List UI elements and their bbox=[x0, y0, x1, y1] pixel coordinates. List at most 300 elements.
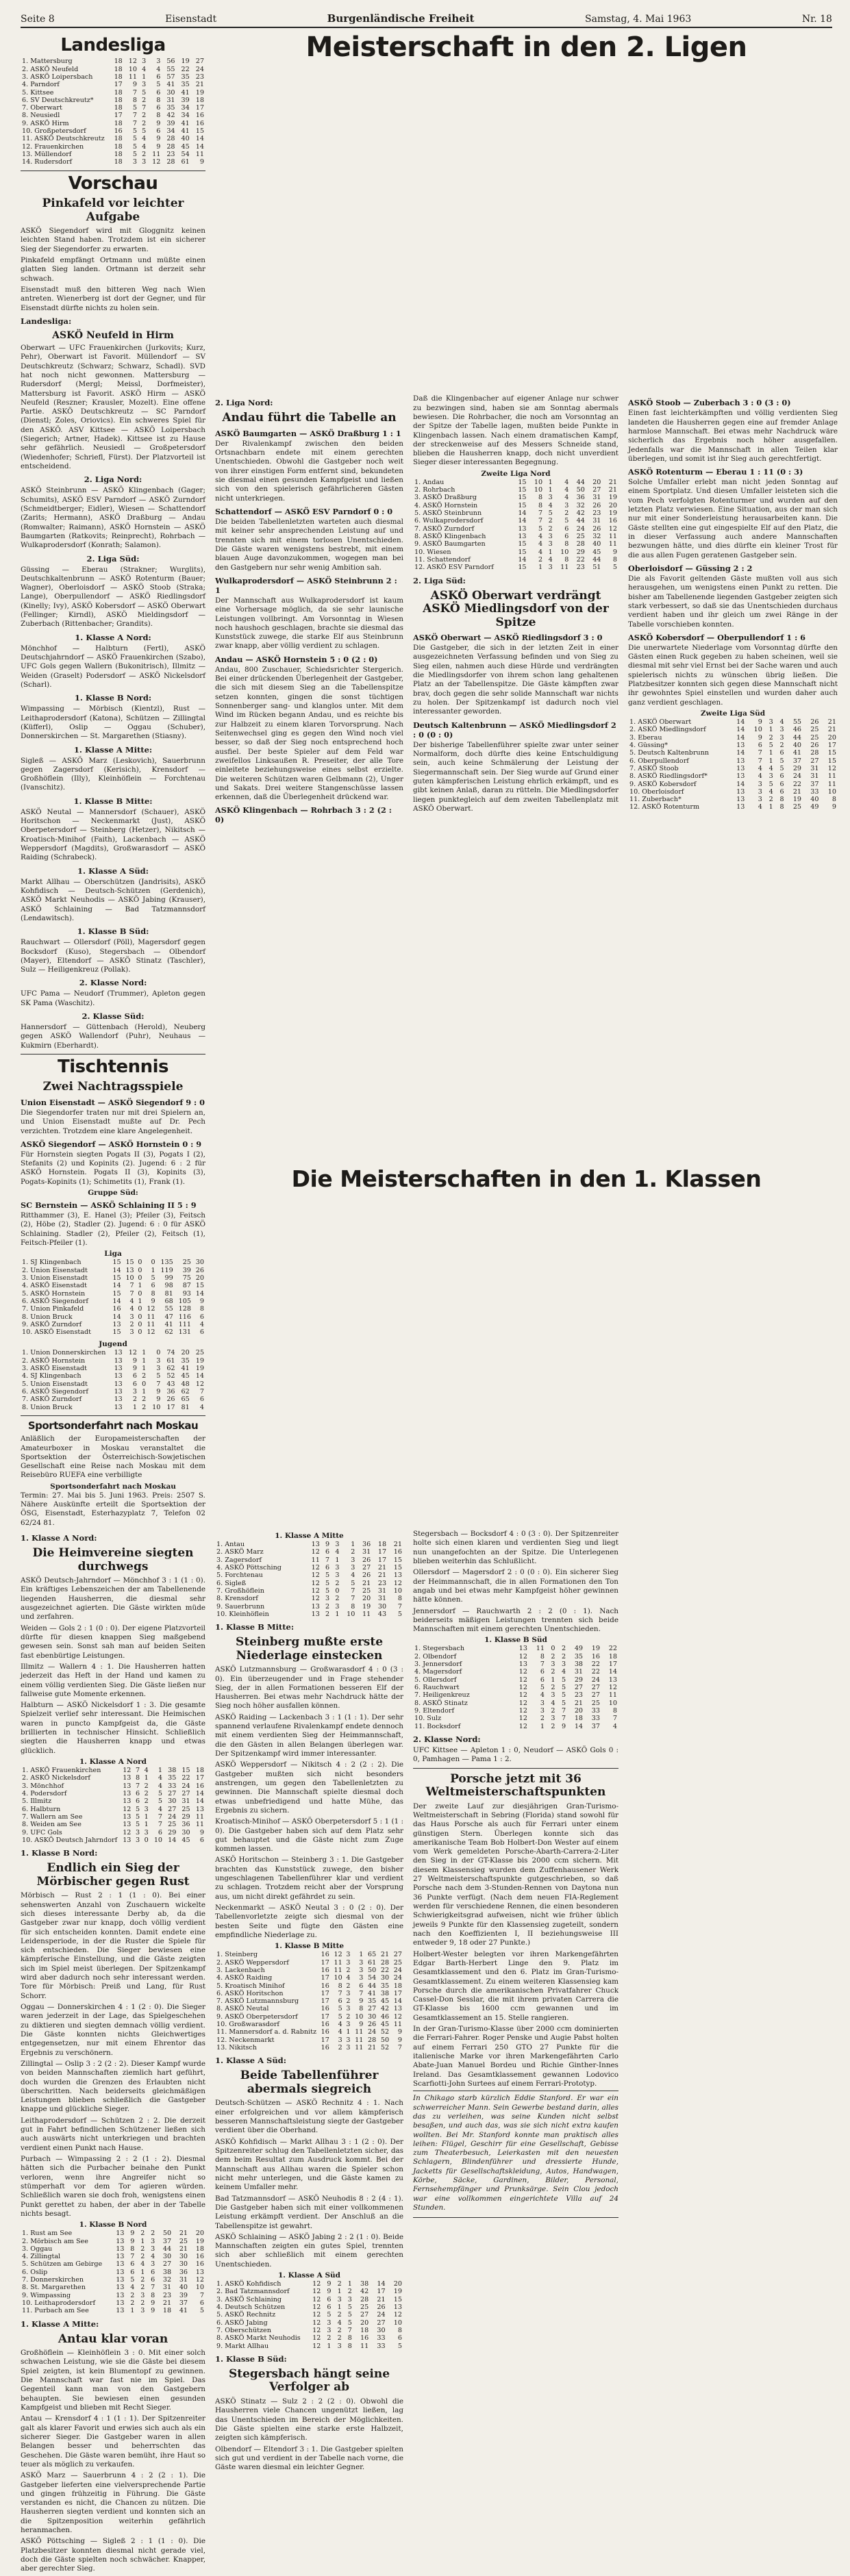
page-number: Seite 8 bbox=[21, 14, 55, 25]
stat-cell: 7 bbox=[132, 88, 137, 97]
stat-cell: 3 bbox=[327, 2319, 332, 2327]
stat-cell: 13 bbox=[114, 1380, 123, 1388]
fixture-label: 1. Klasse B Süd: bbox=[77, 926, 149, 937]
stat-cell: 2 bbox=[346, 1982, 351, 1990]
stat-cell: 20 bbox=[195, 1274, 204, 1282]
stat-cell: 14 bbox=[608, 1668, 617, 1676]
section-label: 1. Klasse B Nord: bbox=[21, 1848, 98, 1858]
stat-cell: 18 bbox=[114, 88, 123, 97]
stat-cell: 3 bbox=[144, 1828, 149, 1836]
team-name: 2. ASKÖ Hornstein bbox=[22, 1356, 86, 1365]
team-name: 6. Sigleß bbox=[216, 1579, 247, 1587]
stat-cell: 27 bbox=[393, 1951, 402, 1959]
stat-cell: 44 bbox=[162, 2245, 172, 2253]
stat-cell: 1 bbox=[551, 1676, 555, 1684]
team-name: 6. Oberpullendorf bbox=[629, 757, 689, 765]
team-name: 8. Union Bruck bbox=[22, 1313, 73, 1321]
stat-cell: 22 bbox=[608, 1645, 617, 1653]
stat-cell: 16 bbox=[360, 2334, 369, 2343]
stat-cell: 5 bbox=[156, 81, 161, 89]
stat-cell: 40 bbox=[810, 796, 819, 804]
team-name: 9. UFC Gols bbox=[22, 1828, 62, 1836]
fixture-label: 2. Liga Süd: bbox=[86, 553, 140, 564]
stat-cell: 3 bbox=[347, 2295, 352, 2303]
article-headline: Antau klar voran bbox=[58, 2332, 168, 2346]
table-row bbox=[413, 517, 618, 525]
stat-cell: 13 bbox=[116, 2237, 125, 2245]
stat-cell: 11 bbox=[147, 1320, 155, 1328]
stat-cell: 3 bbox=[551, 1715, 555, 1723]
stat-cell: 75 bbox=[182, 1274, 191, 1282]
stat-cell: 6 bbox=[130, 2268, 135, 2276]
stat-cell: 0 bbox=[138, 1305, 142, 1313]
stat-cell: 5 bbox=[325, 1571, 330, 1580]
team-name: 4. ASKÖ Pöttsching bbox=[216, 1563, 282, 1571]
stat-cell: 30 bbox=[195, 1259, 204, 1267]
stat-cell: 14 bbox=[518, 555, 527, 564]
stat-cell: 9 bbox=[758, 733, 762, 742]
table-row bbox=[21, 2307, 205, 2314]
team-name: 1. Rust am See bbox=[22, 2230, 73, 2238]
table-row bbox=[628, 772, 838, 780]
team-name: 5. Ollersdorf bbox=[414, 1676, 457, 1684]
stat-cell: 31 bbox=[179, 2276, 188, 2284]
stat-cell: 49 bbox=[810, 803, 819, 811]
stat-cell: 7 bbox=[612, 1715, 617, 1723]
stat-cell: 1 bbox=[138, 1282, 142, 1290]
stat-cell: 25 bbox=[576, 532, 585, 540]
stat-cell: 24 bbox=[576, 525, 585, 533]
stat-cell: 0 bbox=[144, 1836, 149, 1844]
table-row bbox=[215, 1990, 403, 1997]
stat-cell: 3 bbox=[335, 1571, 340, 1580]
stat-cell: 26 bbox=[592, 501, 601, 509]
stat-cell: 61 bbox=[181, 158, 190, 166]
stat-cell: 8 bbox=[397, 1595, 402, 1603]
stat-cell: 9 bbox=[156, 135, 161, 143]
stat-cell: 3 bbox=[779, 726, 784, 734]
stat-cell: 2 bbox=[561, 1652, 566, 1660]
stat-cell: 40 bbox=[179, 2284, 188, 2292]
stat-cell: 11 bbox=[560, 564, 569, 572]
stat-cell: 25 bbox=[195, 1349, 204, 1357]
stat-cell: 5 bbox=[130, 2276, 135, 2284]
stat-cell: 5 bbox=[325, 1587, 330, 1595]
team-name: 7. ASKÖ Zurndorf bbox=[414, 525, 475, 533]
stat-cell: 9 bbox=[130, 2230, 135, 2238]
stat-cell: 9 bbox=[130, 2237, 135, 2245]
k1bm-table bbox=[215, 1951, 403, 2051]
table-row bbox=[21, 89, 205, 97]
team-name: 2. Mörbisch am See bbox=[22, 2237, 88, 2245]
klassen-banner: Die Meisterschaften in den 1. Klassen bbox=[291, 1165, 762, 1192]
team-name: 3. ASKÖ Schlaining bbox=[216, 2295, 282, 2303]
stat-cell: 2 bbox=[337, 2280, 342, 2288]
table-row bbox=[21, 1790, 205, 1797]
team-name: 1. SJ Klingenbach bbox=[22, 1259, 82, 1267]
stat-cell: 25 bbox=[810, 733, 819, 742]
stat-cell: 12 bbox=[334, 1951, 342, 1959]
table-row bbox=[21, 1313, 205, 1321]
stat-cell: 13 bbox=[125, 1266, 134, 1274]
stat-cell: 28 bbox=[166, 135, 175, 143]
stat-cell: 56 bbox=[166, 58, 175, 66]
stat-cell: 2 bbox=[335, 1595, 340, 1603]
stat-cell: 12 bbox=[518, 1668, 527, 1676]
table-row bbox=[215, 1997, 403, 2005]
stat-cell: 5 bbox=[347, 2319, 352, 2327]
stat-cell: 12 bbox=[123, 1805, 132, 1813]
stat-cell: 7 bbox=[132, 119, 137, 127]
stat-cell: 9 bbox=[758, 718, 762, 727]
stat-cell: 13 bbox=[114, 1356, 123, 1365]
table-row bbox=[21, 1357, 205, 1365]
landesliga-table bbox=[21, 58, 205, 166]
article-paragraph: Ritthammer (3), E. Hanel (3); Pfeiler (3), Feitsch (2), Höbe (2), Stadler (2). Jugend: 6 : 0 für ASKÖ Schlaining. Stadler (2), Pfeiler (2), Feitsch (1), Feitsch-Pfeiler (1). bbox=[21, 1211, 205, 1247]
table-row bbox=[21, 1774, 205, 1782]
team-name: 1. Stegersbach bbox=[414, 1645, 465, 1653]
stat-cell: 12 bbox=[518, 1722, 527, 1730]
stat-cell: 37 bbox=[810, 780, 819, 788]
stat-cell: 12 bbox=[827, 764, 836, 772]
stat-cell: 8 bbox=[612, 1706, 617, 1715]
stat-cell: 2 bbox=[144, 1797, 149, 1806]
stat-cell: 34 bbox=[181, 104, 190, 112]
stat-cell: 17 bbox=[166, 1403, 175, 1411]
stat-cell: 12 bbox=[312, 2342, 321, 2350]
stat-cell: 55 bbox=[792, 718, 802, 727]
stat-cell: 21 bbox=[179, 2230, 188, 2238]
stat-cell: 2 bbox=[142, 96, 147, 104]
stat-cell: 5 bbox=[199, 2307, 204, 2315]
stat-cell: 27 bbox=[360, 2311, 369, 2319]
stat-cell: 3 bbox=[142, 58, 147, 66]
stat-cell: 13 bbox=[114, 1365, 123, 1373]
stat-cell: 14 bbox=[736, 718, 745, 727]
table-row bbox=[215, 1951, 403, 1958]
stat-cell: 17 bbox=[377, 2288, 386, 2296]
team-name: 5. Schützen am Gebirge bbox=[22, 2260, 103, 2269]
stat-cell: 8 bbox=[397, 2326, 402, 2334]
stat-cell: 1 bbox=[142, 73, 147, 81]
stat-cell: 9 bbox=[359, 2021, 364, 2029]
stat-cell: 43 bbox=[377, 1610, 387, 1618]
stat-cell: 14 bbox=[112, 1297, 121, 1305]
stat-cell: 52 bbox=[380, 2028, 390, 2036]
stat-cell: 3 bbox=[338, 2036, 342, 2044]
fixture-list: Güssing — Eberau (Strakner; Wurglits), Deutschkaltenbrunn — ASKÖ Rotenturm (Bauer; Wagner), Oberloisdorf — ASKÖ Stoob (Straka; Lange), Oberpullendorf — ASKÖ Riedlingsdorf (Kinelly; Ivy), ASKÖ Kobersdorf — ASKÖ Oberwart (Fellinger; Kirndl), ASKÖ Mieldingsdorf — Zuberbach (Rittenbacher; Grandits). bbox=[21, 565, 205, 629]
stat-cell: 1 bbox=[142, 1356, 147, 1365]
stat-cell: 41 bbox=[164, 1320, 173, 1328]
stat-cell: 13 bbox=[736, 741, 745, 749]
stat-cell: 41 bbox=[181, 119, 190, 127]
stat-cell: 2 bbox=[548, 525, 553, 533]
stat-cell: 6 bbox=[779, 787, 784, 796]
team-name: 8. ASKÖ Stinatz bbox=[414, 1699, 468, 1707]
table-row bbox=[21, 66, 205, 73]
stat-cell: 17 bbox=[321, 1958, 329, 1967]
stat-cell: 6 bbox=[156, 104, 161, 112]
table-row bbox=[215, 1959, 403, 1967]
stat-cell: 6 bbox=[779, 772, 784, 781]
stat-cell: 11 bbox=[536, 1645, 545, 1653]
stat-cell: 10 bbox=[195, 2284, 204, 2292]
team-name: 1. Steinberg bbox=[216, 1951, 258, 1959]
stat-cell: 11 bbox=[362, 1610, 371, 1618]
stat-cell: 18 bbox=[114, 142, 123, 151]
stat-cell: 20 bbox=[195, 2230, 204, 2238]
stat-cell: 2 bbox=[130, 2299, 135, 2307]
stat-cell: 3 bbox=[142, 158, 147, 166]
article-headline: Endlich ein Sieg der Mörbischer gegen Rust bbox=[36, 1861, 190, 1889]
stat-cell: 2 bbox=[140, 2276, 145, 2284]
stat-cell: 41 bbox=[181, 1365, 190, 1373]
stat-cell: 16 bbox=[321, 1982, 329, 1990]
stat-cell: 11 bbox=[195, 1821, 204, 1829]
stat-cell: 9 bbox=[199, 1828, 204, 1836]
table-row bbox=[215, 2334, 403, 2342]
stat-cell: 9 bbox=[199, 1297, 204, 1305]
stat-cell: 28 bbox=[166, 142, 175, 151]
team-name: 8. ASKÖ Klingenbach bbox=[414, 532, 486, 540]
team-name: 8. Union Bruck bbox=[22, 1403, 73, 1411]
team-name: 6. SV Deutschkreutz* bbox=[22, 96, 94, 104]
column-liga2-sued-cont bbox=[628, 394, 838, 1159]
stat-cell: 9 bbox=[612, 548, 617, 556]
stat-cell: 16 bbox=[321, 2044, 329, 2052]
stat-cell: 3 bbox=[346, 2036, 351, 2044]
team-name: 4. ASKÖ Hornstein bbox=[414, 501, 478, 509]
stat-cell: 17 bbox=[608, 1660, 617, 1669]
table-row bbox=[21, 1349, 205, 1356]
divider bbox=[21, 1415, 205, 1416]
team-name: 12. Neckenmarkt bbox=[216, 2036, 275, 2044]
stat-cell: 30 bbox=[377, 2326, 386, 2334]
vorschau-paragraph: ASKÖ Siegendorf wird mit Gloggnitz keinen leichten Stand haben. Trotzdem ist ein sicherer Sieg der Siegendorfer zu erwarten. bbox=[21, 227, 205, 253]
stat-cell: 22 bbox=[380, 1966, 390, 1974]
stat-cell: 25 bbox=[591, 1699, 600, 1707]
stat-cell: 1 bbox=[540, 1722, 545, 1730]
team-name: 9. ASKÖ Hirm bbox=[22, 119, 69, 127]
article-paragraph: Termin: 27. Mai bis 5. Juni 1963. Preis: 2507 S. Nähere Auskünfte erteilt die Sportsektion der ÖSG, Eisenstadt, Esterhazyplatz 7, Telefon 02 62/24 81. bbox=[21, 1491, 205, 1527]
stat-cell: 111 bbox=[178, 1320, 191, 1328]
stat-cell: 8 bbox=[612, 555, 617, 564]
table-row bbox=[215, 2021, 403, 2028]
stat-cell: 2 bbox=[351, 1548, 355, 1556]
team-name: 8. Neusiedl bbox=[22, 112, 60, 120]
issue-date: Samstag, 4. Mai 1963 bbox=[585, 14, 692, 25]
table-row bbox=[21, 143, 205, 151]
table-row bbox=[21, 1821, 205, 1828]
stat-cell: 9 bbox=[132, 1356, 137, 1365]
divider bbox=[21, 1054, 205, 1055]
stat-cell: 15 bbox=[112, 1289, 121, 1298]
stat-cell: 45 bbox=[181, 1372, 190, 1380]
table-row bbox=[21, 2253, 205, 2260]
team-name: 4. Podersdorf bbox=[22, 1789, 67, 1797]
stat-cell: 13 bbox=[736, 772, 745, 781]
stat-cell: 9 bbox=[156, 142, 161, 151]
table-row bbox=[628, 726, 838, 733]
stat-cell: 0 bbox=[156, 1349, 161, 1357]
stat-cell: 5 bbox=[158, 1789, 163, 1797]
table-row bbox=[628, 749, 838, 757]
stat-cell: 16 bbox=[321, 1966, 329, 1974]
stat-cell: 0 bbox=[138, 1259, 142, 1267]
stat-cell: 4 bbox=[548, 555, 553, 564]
stat-cell: 5 bbox=[768, 741, 773, 749]
team-name: 5. ASKÖ Rechnitz bbox=[216, 2311, 276, 2319]
table-row bbox=[21, 2230, 205, 2237]
stat-cell: 29 bbox=[792, 764, 802, 772]
stat-cell: 4 bbox=[758, 803, 762, 811]
section-label: 1. Klasse B Süd: bbox=[215, 2353, 287, 2364]
stat-cell: 48 bbox=[181, 1380, 190, 1388]
stat-cell: 25 bbox=[168, 1821, 177, 1829]
stat-cell: 16 bbox=[321, 1951, 329, 1959]
stat-cell: 16 bbox=[321, 2021, 329, 2029]
stat-cell: 7 bbox=[135, 1782, 140, 1790]
stat-cell: 0 bbox=[138, 1266, 142, 1274]
match-result: ASKÖ Siegendorf — ASKÖ Hornstein 0 : 9 bbox=[21, 1139, 202, 1149]
stat-cell: 17 bbox=[827, 741, 836, 749]
stat-cell: 3 bbox=[551, 1691, 555, 1700]
stat-cell: 16 bbox=[195, 112, 204, 120]
vorschau-feature: ASKÖ Neufeld in Hirm bbox=[52, 329, 174, 341]
stat-cell: 13 bbox=[736, 787, 745, 796]
stat-cell: 14 bbox=[736, 780, 745, 788]
stat-cell: 27 bbox=[592, 486, 601, 494]
stat-cell: 9 bbox=[325, 1541, 330, 1548]
stat-cell: 31 bbox=[362, 1548, 371, 1556]
stat-cell: 3 bbox=[132, 1388, 137, 1396]
team-name: 2. Union Eisenstadt bbox=[22, 1266, 88, 1274]
stat-cell: 5 bbox=[132, 135, 137, 143]
stat-cell: 4 bbox=[540, 1691, 545, 1700]
stat-cell: 1 bbox=[548, 548, 553, 556]
stat-cell: 13 bbox=[393, 2005, 402, 2013]
table-row bbox=[215, 2311, 403, 2319]
stat-cell: 2 bbox=[142, 112, 147, 120]
team-name: 9. Sauerbrunn bbox=[216, 1602, 265, 1611]
stat-cell: 13 bbox=[116, 2253, 125, 2261]
stat-cell: 0 bbox=[138, 1274, 142, 1282]
table-row bbox=[628, 734, 838, 742]
stat-cell: 15 bbox=[518, 494, 527, 502]
stat-cell: 42 bbox=[380, 2005, 390, 2013]
section-label: 1. Klasse A Nord: bbox=[21, 1533, 97, 1543]
k1as-table bbox=[215, 2280, 403, 2350]
stat-cell: 13 bbox=[393, 2303, 402, 2311]
table-row bbox=[215, 2288, 403, 2295]
stat-cell: 27 bbox=[162, 2260, 172, 2269]
stat-cell: 31 bbox=[166, 96, 175, 104]
stat-cell: 25 bbox=[182, 1259, 191, 1267]
stat-cell: 3 bbox=[548, 532, 553, 540]
stat-cell: 7 bbox=[397, 1602, 402, 1611]
article-paragraph: ASKÖ Deutsch-Jahrndorf — Mönchhof 3 : 1 (1 : 0). Ein kräftiges Lebenszeichen der am Tabellenende liegenden Hausherren, die diesmal sehr ausgezeichnet agierten. Die Gäste wirkten müde und zerfahren. bbox=[21, 1576, 205, 1621]
stat-cell: 10 bbox=[128, 65, 137, 73]
table-row bbox=[21, 73, 205, 81]
article-paragraph: ASKÖ Marz — Sauerbrunn 4 : 2 (2 : 1). Die Gastgeber lieferten eine vielversprechende Partie und gingen frühzeitig in Führung. Die Gäste verstanden es nicht, die Chancen zu nützen. Die Hausherren siegten verdient und konnten sich an die Spitzenposition weiterhin gefährlich heranmachen. bbox=[21, 2471, 205, 2535]
match-result: Union Eisenstadt — ASKÖ Siegendorf 9 : 0 bbox=[21, 1097, 205, 1107]
article-paragraph: ASKÖ Weppersdorf — Nikitsch 4 : 2 (2 : 2). Die Gastgeber mußten sich nicht besonders anstrengen, um gegen den Tabellenletzten zu gewinnen. Die Mannschaft spielte diesmal doch etwas unbefriedigend und hatte Mühe, das Ergebnis zu sichern. bbox=[215, 1760, 403, 1815]
table-row bbox=[413, 1684, 618, 1691]
stat-cell: 35 bbox=[380, 1982, 390, 1990]
column-left bbox=[21, 34, 205, 1530]
table-row bbox=[21, 1829, 205, 1836]
fixture-list: ASKÖ Neutal — Mannersdorf (Schauer), ASKÖ Horitschon — Neckenmarkt (Just), ASKÖ Oberpetersdorf — Steinberg (Hetzer), Nikitsch — Kroatisch-Minihof (Faith), Lackenbach — ASKÖ Weppersdorf (Magdits), Großwarasdorf — ASKÖ Raiding (Schrabeck). bbox=[21, 807, 205, 862]
team-name: 6. ASKÖ Jabing bbox=[216, 2319, 268, 2327]
stat-cell: 135 bbox=[160, 1259, 173, 1267]
group-label: Gruppe Süd: bbox=[88, 1189, 138, 1198]
stat-cell: 8 bbox=[135, 1774, 140, 1782]
stat-cell: 6 bbox=[130, 2260, 135, 2269]
stat-cell: 2 bbox=[140, 2299, 145, 2307]
table-row bbox=[215, 1571, 403, 1579]
stat-cell: 29 bbox=[576, 548, 585, 556]
stat-cell: 13 bbox=[736, 764, 745, 772]
team-name: 6. ASKÖ Horitschon bbox=[216, 1989, 284, 1997]
stat-cell: 10 bbox=[753, 726, 762, 734]
stat-cell: 29 bbox=[168, 1828, 177, 1836]
stat-cell: 13 bbox=[123, 1789, 132, 1797]
stat-cell: 13 bbox=[114, 1396, 123, 1404]
stat-cell: 14 bbox=[195, 135, 204, 143]
team-name: 11. Mannersdorf a. d. Rabnitz bbox=[216, 2028, 317, 2036]
stat-cell: 13 bbox=[114, 1349, 123, 1357]
stat-cell: 30 bbox=[377, 1602, 387, 1611]
stat-cell: 26 bbox=[592, 525, 601, 533]
stat-cell: 2 bbox=[140, 2230, 145, 2238]
stat-cell: 1 bbox=[151, 1266, 155, 1274]
table-row bbox=[215, 1974, 403, 1982]
table-row bbox=[21, 2276, 205, 2284]
city: Eisenstadt bbox=[165, 14, 217, 25]
stat-cell: 2 bbox=[144, 1782, 149, 1790]
stat-cell: 1 bbox=[158, 1767, 163, 1775]
stat-cell: 23 bbox=[574, 1691, 584, 1700]
stat-cell: 6 bbox=[156, 127, 161, 136]
team-name: 7. Wallern am See bbox=[22, 1813, 83, 1821]
stat-cell: 6 bbox=[199, 1836, 204, 1844]
team-name: 8. St. Margarethen bbox=[22, 2284, 86, 2292]
stat-cell: 4 bbox=[564, 486, 569, 494]
stat-cell: 19 bbox=[591, 1645, 600, 1653]
stat-cell: 131 bbox=[178, 1328, 191, 1337]
article-paragraph: Großhöflein — Kleinhöflein 3 : 0. Mit einer solch schwachen Leistung, wie sie die Gäste bei diesem Spiel zeigten, ist kein Blumentopf zu gewinnen. Die Mannschaft war fast nie im Spiel. Das Gegenteil kann man von den Gastgebern behaupten. Sie bewiesen einen gesunden Kampfgeist und blieben mit Recht Sieger. bbox=[21, 2349, 205, 2412]
article-paragraph: Antau — Krensdorf 4 : 1 (1 : 1). Der Spitzenreiter galt als klarer Favorit und erwies sich auch als ein sicherer Sieger. Die Gastgeber waren in allen Belangen besser und beherrschten das Geschehen. Die Gäste waren bemüht, ihre Haut so teuer als möglich zu verkaufen. bbox=[21, 2414, 205, 2468]
table-row bbox=[21, 1365, 205, 1372]
table-row bbox=[215, 1603, 403, 1611]
team-name: 9. ASKÖ Kobersdorf bbox=[629, 780, 697, 788]
stat-cell: 31 bbox=[182, 1797, 190, 1806]
team-name: 5. Kroatisch Minihof bbox=[216, 1982, 285, 1990]
stat-cell: 16 bbox=[608, 517, 617, 525]
stat-cell: 18 bbox=[114, 119, 123, 127]
stat-cell: 18 bbox=[195, 2245, 204, 2253]
stat-cell: 9 bbox=[156, 1388, 161, 1396]
table-row bbox=[215, 1548, 403, 1556]
stat-cell: 24 bbox=[368, 2028, 377, 2036]
stat-cell: 2 bbox=[142, 1403, 147, 1411]
stat-cell: 25 bbox=[393, 1958, 402, 1967]
match-result: Oberloisdorf — Güssing 2 : 2 bbox=[628, 563, 753, 573]
stat-cell: 4 bbox=[551, 1699, 555, 1707]
stat-cell: 9 bbox=[156, 119, 161, 127]
team-name: 8. ASKÖ Markt Neuhodis bbox=[216, 2334, 301, 2343]
stat-cell: 8 bbox=[779, 803, 784, 811]
